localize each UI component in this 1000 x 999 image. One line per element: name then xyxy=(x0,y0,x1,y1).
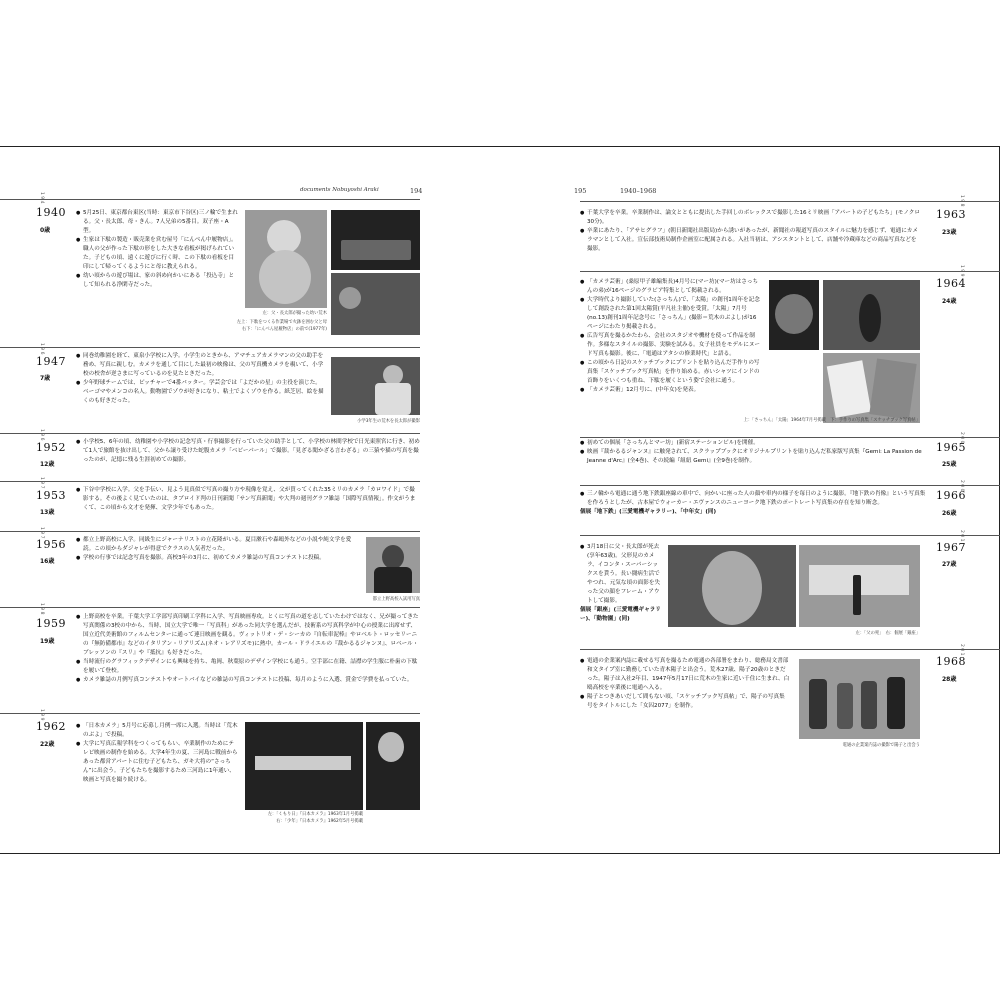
left-page xyxy=(0,147,500,853)
entry-rule xyxy=(580,271,1000,272)
entry-text xyxy=(580,543,662,624)
list-item: ● 陽子とつきあいだして間もない頃、「スケッチブック写真帖」で、陽子の写真集号をタイトルにした「女囚2077」を制作。 xyxy=(580,693,790,711)
year-label: 1964 xyxy=(936,277,966,290)
boy-photo xyxy=(331,357,420,415)
list-item: ● 映画『裁かるるジャンヌ』に触発されて、スクラップブックにオリジナルプリントを貼り込んだ私家版写真集『Gemi: La Passion de Jeanne d'Arc』(全4巻)、その続編『組紐 Gemi』(全9巻)を制作。 xyxy=(580,448,930,466)
list-item: ● 上野高校を卒業。千葉大学工学部写真印刷工学科に入学、写真映画専攻。とくに写真の道を志していたわけではなく、兄が撮ってきた写真関係の3校の中から、当時、国立大学で唯一「写真科」があった同大学を選んだが、技術系の写真科学が中心の授業に出席せず、国立近代美術館のフィルムセンターに通って連日映画を観る。ヴィットリオ・デ・シーカの『自転車泥棒』やロベルト・ロッセリーニの『無防備都市』などのイタリアン・リアリズム(ネオ・レアリズモ)に熱中。カール・ドライエルの『裁かるるジャンヌ』、ロベール・ブレッソンの『スリ』や『抵抗』も好きだった。 xyxy=(76,613,420,658)
photo-caption: 左：「くもり日」『日本カメラ』1963年1月号掲載 右：「少年」『日本カメラ』1962年5月号掲載 xyxy=(267,812,363,824)
entry-rule xyxy=(580,437,1000,438)
sacchin-face-photo xyxy=(769,280,819,350)
list-item: ● 卒業にあたり、「アサヒグラフ」(朝日新聞社出版局)から誘いがあったが、新聞社の報道写真のスタイルに魅力を感じず、電通にカメラマンとして入社。宣伝部技術局制作企画室に配属される。入社当初は、アシスタントとして、店舗や冷蔵庫などの商品写真などを撮影。 xyxy=(580,227,920,254)
list-item: ● 広告写真を撮るかたわら、会社のスタジオや機材を使って作品を制作。多様なスタイルの撮影、実験を試みる。女子社員をモデルにヌード写真も撮影。後に、「電通はアタシの修業時代」と語る。 xyxy=(580,332,760,359)
right-page xyxy=(500,147,1000,853)
entry-text xyxy=(76,613,420,685)
age-label: 24歳 xyxy=(942,298,957,305)
list-item: ● 少年野球チームでは、ピッチャーで4番バッター。学芸会では「よだかの星」の主役を演じた。ベーゴマやメンコの名人。動物園でゾウが好きになり、粘土でよくゾウを作る。紙芝居、絵を描くのも好きだった。 xyxy=(76,379,324,406)
year-label: 1956 xyxy=(36,538,66,551)
running-title: 1940–1968 xyxy=(620,187,657,195)
photo-caption: 電通の企業案内誌の撮影で陽子と出会う xyxy=(842,743,920,748)
year-label: 1952 xyxy=(36,441,66,454)
age-label: 28歳 xyxy=(942,676,957,683)
boy-night-photo xyxy=(366,722,420,810)
side-number: 1 9 8 xyxy=(39,603,44,615)
entry-text xyxy=(580,439,930,466)
side-number: 1 9 9 xyxy=(959,265,964,277)
entry-text xyxy=(76,438,420,465)
side-number: 1 9 4 xyxy=(39,192,44,204)
year-label: 1968 xyxy=(936,655,966,668)
entry-text xyxy=(76,536,356,563)
side-number: 1 9 7 xyxy=(39,477,44,489)
entry-rule xyxy=(0,433,420,434)
age-label: 23歳 xyxy=(942,229,957,236)
side-number: 2 0 0 xyxy=(959,480,964,492)
list-item: ● 3月18日に父・長太郎が死去(享年63歳)。父形見のカメラ、イコンタ・スーパーシックスを貰う。長い闘病生活でやつれ、元気な頃の面影を失った父の顔をフレーム・アウトして撮影。 xyxy=(580,543,662,606)
entry-rule xyxy=(580,485,1000,486)
running-title: documents Nobuyoshi Araki xyxy=(300,187,379,193)
list-item: ● 三ノ輪から電通に通う地下鉄銀座線の車中で、向かいに座った人の顔や車内の様子を毎日のように撮影。『地下鉄の肖像』という写真集を作ろうとしたが、古本屋でウォーカー・エヴァンスのニューヨーク地下鉄のポートレート写真集の存在を知り断念。 xyxy=(580,490,930,508)
age-label: 16歳 xyxy=(40,558,55,565)
side-number: 1 9 7 xyxy=(39,527,44,539)
photo-caption: 都立上野高校入試用写真 xyxy=(372,597,420,602)
year-label: 1966 xyxy=(936,489,966,502)
list-item: ● 電通の企業案内誌に載せる写真を撮るため電通の各部署をまわり、総務局文書部和文タイプ室に勤務していた青木陽子と出会う。荒木27歳、陽子20歳のときだった。陽子は入社2年目、1947年5月17日に荒木の生家に近い千住に生まれ、白鴎高校を卒業後に電通へ入る。 xyxy=(580,657,790,693)
list-item: ● 初めての個展「さっちんとマー坊」(新宿ステーションビル)を開催。 xyxy=(580,439,930,448)
side-number: 1 9 6 xyxy=(39,429,44,441)
list-item: ● 都立上野高校に入学。同級生にジャーナリストの立花隆がいる。夏目漱石や森鴎外などの小説や純文学を愛読。この頃からダジャレが得意でクラスの人気者だった。 xyxy=(76,536,356,554)
entry-rule xyxy=(0,607,420,608)
age-label: 22歳 xyxy=(40,741,55,748)
ginza-exhibition-photo xyxy=(799,545,920,627)
year-label: 1947 xyxy=(36,355,66,368)
children-playing-photo xyxy=(823,280,920,350)
side-number: 1 9 9 xyxy=(39,709,44,721)
entry-text xyxy=(76,486,420,513)
side-number: 2 0 0 xyxy=(959,432,964,444)
year-label: 1963 xyxy=(936,208,966,221)
laundry-photo xyxy=(245,722,363,810)
age-label: 27歳 xyxy=(942,561,957,568)
age-label: 7歳 xyxy=(40,375,51,382)
page-number: 194 xyxy=(410,187,423,195)
student-portrait-photo xyxy=(366,537,420,593)
entry-text xyxy=(76,352,324,406)
age-label: 19歳 xyxy=(40,638,55,645)
baby-photo xyxy=(245,210,327,308)
father-death-photo xyxy=(668,545,796,627)
list-item: ● 当時流行のグラフィックデザインにも興味を持ち、亀岡、秋葉原のデザイン学校にも通う。空手部に在籍、詰襟の学生服に朴歯の下駄を履いて登校。 xyxy=(76,658,420,676)
age-label: 25歳 xyxy=(942,461,957,468)
entry-text xyxy=(580,209,920,254)
year-label: 1967 xyxy=(936,541,966,554)
entry-rule xyxy=(580,535,1000,536)
list-item: ● 5月25日、東京都台東区(当時：東京市下谷区)三ノ輪で生まれる。父・長太郎、母・きん。7人兄弟の5番目。双子座・A型。 xyxy=(76,209,238,236)
list-item: ● カメラ雑誌の月例写真コンテストやオートバイなどの雑誌の写真コンテストに投稿、毎月のように入選、賞金で学費を払っていた。 xyxy=(76,676,420,685)
entry-text xyxy=(580,278,760,395)
side-number: 2 0 1 xyxy=(959,530,964,542)
list-item: ● 同巻幼稚園を経て、東泉小学校に入学。小学生のときから、アマチュアカメラマンの父の助手を務め、写真に親しむ。カメラを通して目にした最初の映像は、父の写真機カメラを覗いて、小学校の校舎が逆さまに写っているのを見たときだった。 xyxy=(76,352,324,379)
entry-rule xyxy=(580,649,1000,650)
side-number: 2 0 1 xyxy=(959,644,964,656)
entry-text xyxy=(76,209,238,290)
age-label: 13歳 xyxy=(40,509,55,516)
entry-rule xyxy=(0,713,420,714)
photo-caption: 小学3年生の荒木を長太郎が撮影 xyxy=(357,419,420,424)
list-item: ● 小学校5、6年の頃、幼稚園や小学校の記念写真・行事撮影を行っていた父の助手として、小学校の林間学校で日光東照宮に行き、初めて1人で旅館を抜け出して、父から譲り受けた蛇腹カメラ「ベビーパール」で撮影。「見ざる聞かざる言わざる」の三猿や猫の写真を撮ったのが、記憶に残る生涯初めての撮影。 xyxy=(76,438,420,465)
exhibition-note: 個展「銀座」(三愛電機ギャラリー)、「動物園」(同) xyxy=(580,607,661,622)
age-label: 12歳 xyxy=(40,461,55,468)
list-item: ● 「カメラ芸術」12月号に、(中年女)を発表。 xyxy=(580,386,760,395)
list-item: ● 千葉大学を卒業。卒業制作は、論文とともに提出した手回しのボレックスで撮影した16ミリ映画「アパートの子どもたち」(モノクロ30分)。 xyxy=(580,209,920,227)
list-item: ● この頃から日記のスケッチブックにプリントを貼り込んだ手作りの写真集「スケッチブック写真帖」を作り始める。赤いシャツにインドの首飾りをいくつも重ね、下駄を履くという姿で会社に通う。 xyxy=(580,359,760,386)
age-label: 0歳 xyxy=(40,227,51,234)
entry-text xyxy=(580,490,930,517)
photo-caption: 左：父・長太郎が撮った幼い荒木 xyxy=(262,311,327,316)
list-item: ● 下谷中学校に入学。父を手伝い、見よう見真似で写真の撮り方や現像を覚え、父が買ってくれた35ミリのカメラ「カロワイド」で撮影する。その後よく見ていたのは、タブロイド判の日刊新聞「サン写真新聞」や大判の週刊グラフ雑誌「国際写真情報」。作文がうまくて、この頃から文才を発揮、文学少年でもあった。 xyxy=(76,486,420,513)
photo-caption: 上：「さっちん」「太陽」1964年7月号掲載 下：手作りの写真集「スケッチブック写真帖」 xyxy=(743,418,920,423)
street-photo xyxy=(331,210,420,270)
office-staff-photo xyxy=(799,659,920,739)
list-item: ● 幼い頃からの遊び場は、家の斜め向かいにある「投込寺」として知られる浄閑寺だった。 xyxy=(76,272,238,290)
list-item: ● 大学時代より撮影していた(さっちん)で、「太陽」の創刊1周年を記念して創設された第1回太陽賞(平凡社主催)を受賞。「太陽」7月号(no.13)創刊1周年記念号に「さっちん」(撮影＝荒木のぶよし)が16ページにわたり掲載される。 xyxy=(580,296,760,332)
list-item: ● 「日本カメラ」5月号に応募し月例一席に入選。当時は「荒木のぶよ」で投稿。 xyxy=(76,722,238,740)
age-label: 26歳 xyxy=(942,510,957,517)
exhibition-note: 個展「地下鉄」(三愛電機ギャラリー)、「中年女」(同) xyxy=(580,509,717,515)
year-label: 1959 xyxy=(36,617,66,630)
entry-rule xyxy=(0,531,420,532)
photo-caption: 左上：下駄をつくる作業場で火鉢を囲む父と母 右下：「にんべん屋履物店」の前で(1977年) xyxy=(236,320,327,332)
photo-caption: 左：「父の死」 右：個展「銀座」 xyxy=(855,631,920,636)
side-number: 1 9 6 xyxy=(39,343,44,355)
entry-text xyxy=(580,657,790,711)
entry-rule xyxy=(0,347,420,348)
side-number: 1 9 8 xyxy=(959,195,964,207)
year-label: 1953 xyxy=(36,489,66,502)
list-item: ● 「カメラ芸術」(桑原甲子雄編集長)4月号に(マー坊)(マー坊はさっちんの弟)が16ページのグラビア特集として掲載される。 xyxy=(580,278,760,296)
page-number: 195 xyxy=(574,187,587,195)
year-label: 1965 xyxy=(936,441,966,454)
list-item: ● 大学に写真広報学科をつくってもらい、卒業制作のためにテレビ映画の制作を始める。大学4年生の夏、三河島に戦前からあった都営アパートに住む子どもたち、ガキ大将の“さっちん”に出会う。子どもたちを撮影するため三河島に1年通い、映画と写真を撮り続ける。 xyxy=(76,740,238,785)
entry-rule xyxy=(0,481,420,482)
workshop-photo xyxy=(331,273,420,335)
entry-rule xyxy=(580,201,1000,202)
list-item: ● 生家は下駄の製造・販売業を営む屋号「にんべん中履物店」。職人の父が作った下駄の形をした大きな看板が掲げられていた。子どもの頃、遠くに遊びに行く時、この下駄の看板を目印にして帰ってくるようにと母に教えられる。 xyxy=(76,236,238,272)
entry-rule xyxy=(0,199,420,200)
year-label: 1940 xyxy=(36,206,66,219)
book-spread xyxy=(0,146,1000,854)
year-label: 1962 xyxy=(36,720,66,733)
entry-text xyxy=(76,722,238,785)
list-item: ● 学校の行事では記念写真を撮影。高校3年の3月に、初めてカメラ雑誌の写真コンテストに投稿。 xyxy=(76,554,356,563)
sketchbook-photo xyxy=(823,353,920,423)
